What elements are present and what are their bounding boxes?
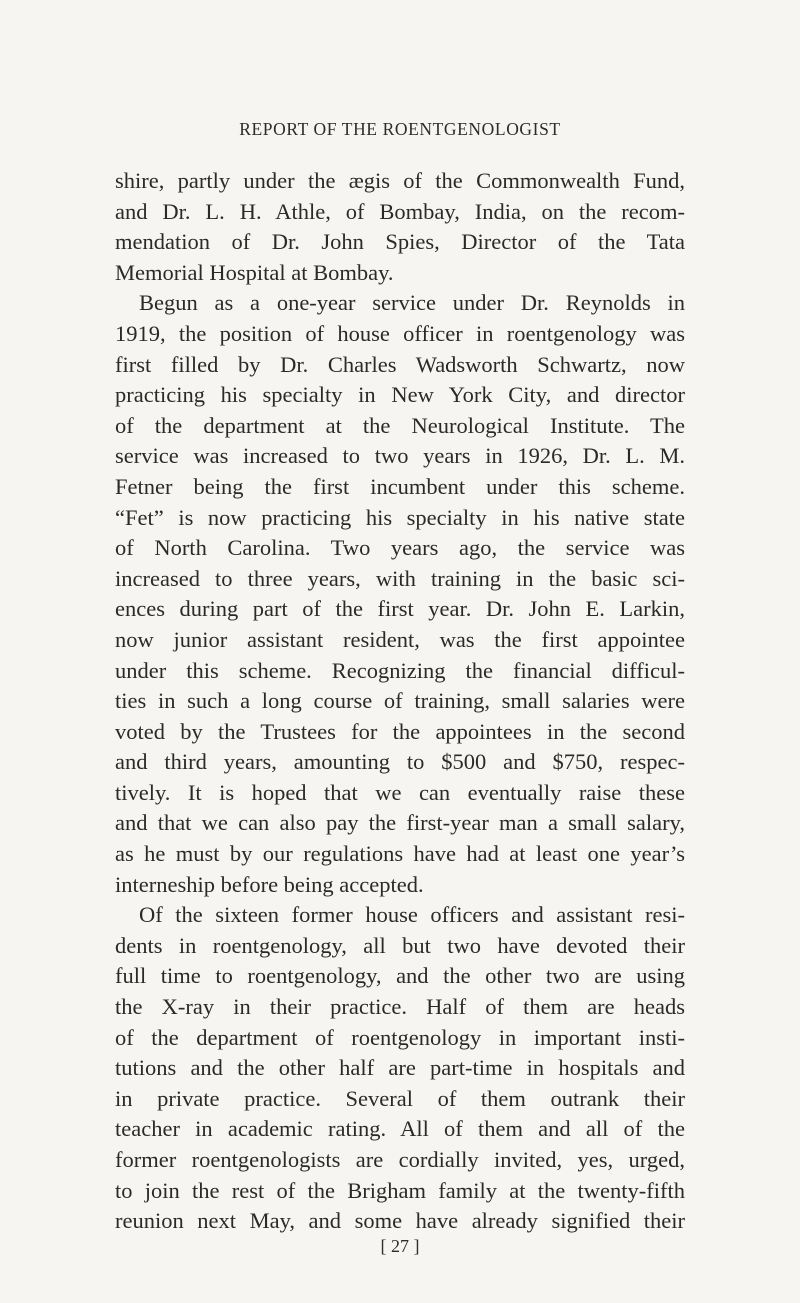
text-line: ences during part of the first year. Dr. John E. Larkin,: [115, 596, 685, 622]
text-line: now junior assistant resident, was the first appointee: [115, 626, 685, 652]
text-line: practicing his specialty in New York City, and director: [115, 382, 685, 408]
text-line: Begun as a one-year service under Dr. Reynolds in: [139, 290, 685, 316]
text-line: dents in roentgenology, all but two have devoted their: [115, 932, 685, 958]
text-line: increased to three years, with training in the basic sci-: [115, 565, 685, 591]
page-number: [ 27 ]: [380, 1236, 420, 1256]
text-line: and third years, amounting to $500 and $750, respec-: [115, 749, 685, 775]
text-line: shire, partly under the ægis of the Commonwealth Fund,: [115, 168, 685, 193]
text-line: full time to roentgenology, and the other two are using: [115, 963, 685, 989]
text-line: service was increased to two years in 1926, Dr. L. M.: [115, 443, 685, 469]
text-line: former roentgenologists are cordially invited, yes, urged,: [115, 1147, 685, 1172]
text-line: mendation of Dr. John Spies, Director of the Tata: [115, 229, 685, 255]
text-line: tutions and the other half are part-time in hospitals and: [115, 1055, 685, 1081]
text-line: ties in such a long course of training, small salaries were: [115, 688, 685, 714]
text-line: 1919, the position of house officer in roentgenology was: [115, 320, 685, 346]
text-line: under this scheme. Recognizing the financial difficul-: [115, 657, 685, 683]
text-line: “Fet” is now practicing his specialty in his native state: [115, 504, 685, 530]
text-line: of North Carolina. Two years ago, the service was: [115, 535, 685, 561]
text-line: to join the rest of the Brigham family at the twenty-fifth: [115, 1177, 685, 1203]
text-line: first filled by Dr. Charles Wadsworth Schwartz, now: [115, 351, 685, 377]
text-line: Of the sixteen former house officers and assistant resi-: [139, 902, 685, 928]
text-line: Memorial Hospital at Bombay.: [115, 259, 394, 285]
body-text: [115, 166, 685, 1237]
text-line: tively. It is hoped that we can eventually raise these: [115, 779, 685, 805]
text-line: Fetner being the first incumbent under this scheme.: [115, 473, 685, 499]
text-line: and that we can also pay the first-year man a small salary,: [115, 810, 685, 836]
text-line: voted by the Trustees for the appointees in the second: [115, 718, 685, 744]
text-line: of the department of roentgenology in important insti-: [115, 1024, 685, 1050]
text-line: teacher in academic rating. All of them and all of the: [115, 1116, 685, 1142]
text-line: as he must by our regulations have had at least one year’s: [115, 841, 685, 867]
text-line: reunion next May, and some have already signified their: [115, 1208, 685, 1234]
text-line: and Dr. L. H. Athle, of Bombay, India, on the recom-: [115, 198, 685, 224]
text-line: the X-ray in their practice. Half of them are heads: [115, 994, 685, 1020]
running-header: REPORT OF THE ROENTGENOLOGIST: [239, 119, 561, 139]
text-line: in private practice. Several of them outrank their: [115, 1085, 685, 1111]
text-line: interneship before being accepted.: [115, 871, 424, 897]
text-line: of the department at the Neurological Institute. The: [115, 412, 685, 438]
